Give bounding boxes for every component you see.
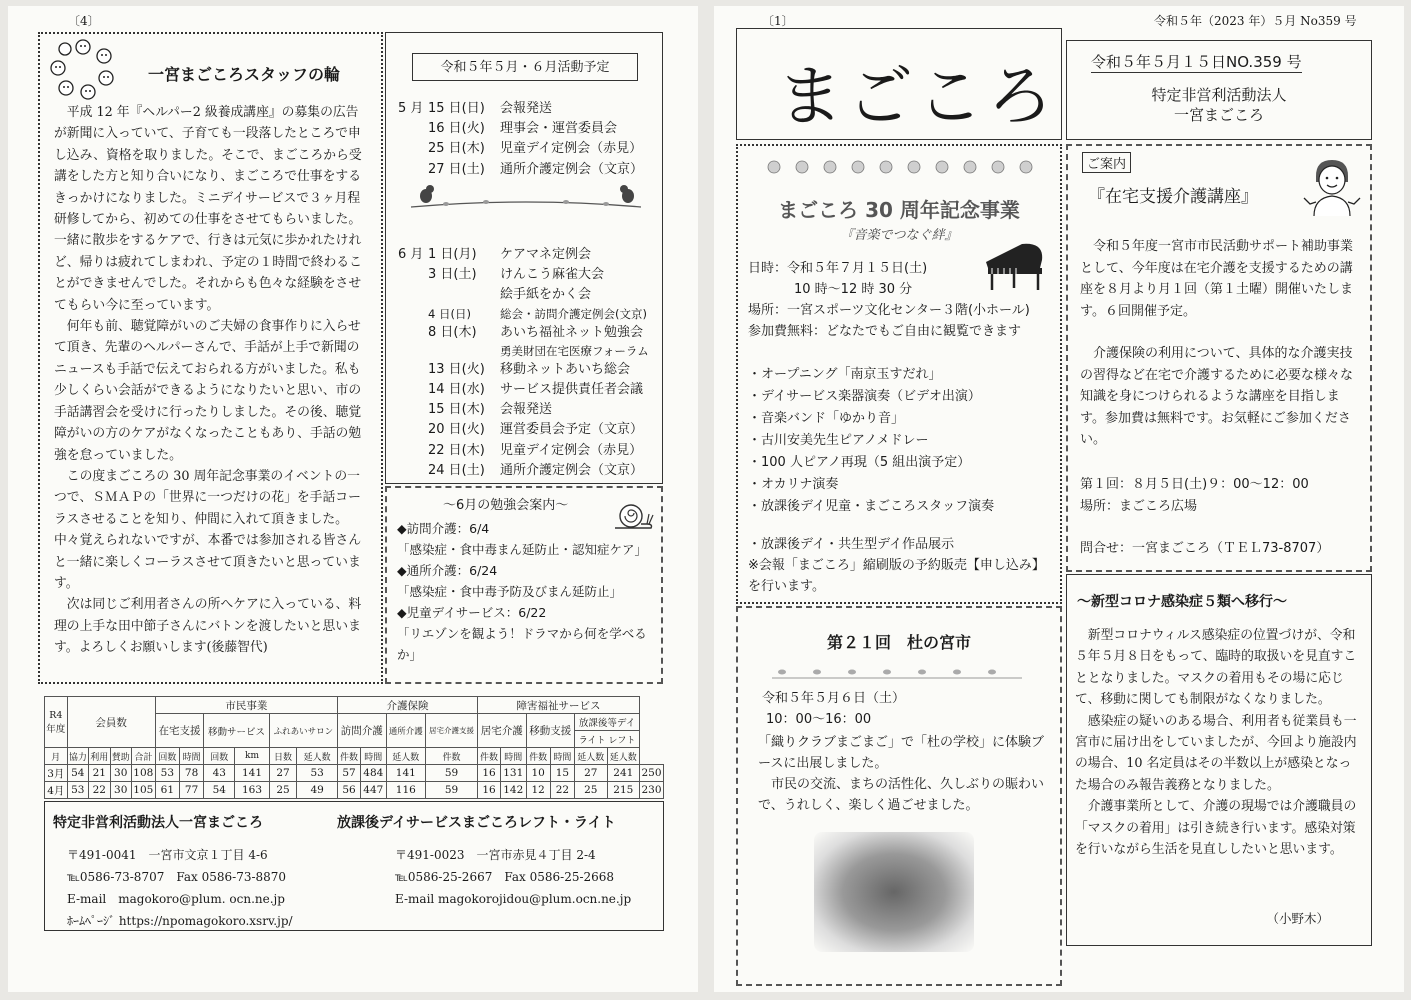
market-box xyxy=(736,606,1062,986)
stats-subheader-cell: 回数 xyxy=(204,748,235,765)
table-cell: 54 xyxy=(67,765,88,782)
event-place: 場所：一宮スポーツ文化センター３階(小ホール) xyxy=(748,303,1030,318)
study-item-head: ◆通所介護：6/24 xyxy=(397,563,498,578)
event-program-list xyxy=(748,364,994,518)
stats-table-wrap xyxy=(44,696,664,799)
schedule-month: 6 月 xyxy=(398,247,424,262)
schedule-event: 通所介護定例会（文京） xyxy=(500,161,644,177)
study-title: ～6月の勉強会案内～ xyxy=(443,498,569,513)
market-time: 10：00～16：00 xyxy=(766,712,872,727)
schedule-event: あいち福祉ネット勉強会 xyxy=(500,324,644,340)
program-item: ・オープニング「南京玉すだれ」 xyxy=(748,367,942,382)
essay-paragraph: 次は同じご利用者さんの所へケアに入っている、料理の上手な田中節子さんにバトンを渡したいと思います。よろしくお願いします(後藤智代) xyxy=(54,597,362,656)
stats-subheader-cell: 延人数 xyxy=(297,748,338,765)
table-cell: 16 xyxy=(477,765,500,782)
table-cell: 53 xyxy=(155,765,179,782)
footer-contact-2 xyxy=(395,844,631,910)
program-item: ・古川安美先生ピアノメドレー xyxy=(748,433,929,448)
anniversary-details xyxy=(748,258,1030,342)
schedule-event: 児童デイ定例会（赤見） xyxy=(500,442,643,458)
stats-light-left-header: ライト レフト xyxy=(575,731,640,748)
table-cell: 215 xyxy=(607,782,640,799)
stats-after-school-header: 放課後等デイ xyxy=(575,714,640,731)
program-item: ・音楽バンド「ゆかり音」 xyxy=(748,411,905,426)
footer-email: E-mail magokorojidou@plum.ocn.ne.jp xyxy=(395,892,632,906)
issue-date: 令和５年５月１５日NO.359 号 xyxy=(1091,53,1302,71)
stats-subheader-cell: 件数 xyxy=(338,748,361,765)
table-cell: 108 xyxy=(131,765,155,782)
essay-paragraph: この度まごころの 30 周年記念事業のイベントの一つで、ＳＭＡＰの「世界に一つだけの花」を手話コーラスさせることを知り、仲間に入れて頂きました。中々覚えられないですが、本番では参加される皆さんと一緒に楽しくコーラスさせて頂きたいと思っています。 xyxy=(54,468,362,591)
market-title: 第２１回 杜の宮市 xyxy=(826,633,971,652)
footer-org1: 特定非営利活動法人一宮まごころ xyxy=(53,815,263,831)
table-cell: 53 xyxy=(67,782,88,799)
study-item-head: ◆児童デイサービス：6/22 xyxy=(397,605,547,620)
anniversary-event-box xyxy=(736,144,1062,604)
course-paragraph: 令和５年度一宮市市民活動サポート補助事業として、今年度は在宅介護を支援するための講座を８月より月１回（第１土曜）開催いたします。６回開催予定。 xyxy=(1080,239,1354,319)
stats-members-header: 会員数 xyxy=(67,697,155,748)
table-cell: 142 xyxy=(501,782,527,799)
schedule-item xyxy=(398,343,649,360)
schedule-item xyxy=(398,139,643,159)
footer-email: E-mail magokoro@plum. ocn.ne.jp xyxy=(67,892,285,906)
stats-salon-header: ふれあいサロン xyxy=(269,714,337,748)
table-cell: 141 xyxy=(235,765,269,782)
table-cell: 105 xyxy=(131,782,155,799)
schedule-date: 27 日(土) xyxy=(428,161,485,177)
schedule-date: 1 日(月) xyxy=(428,247,477,262)
program-item: ・デイサービス楽器演奏（ビデオ出演） xyxy=(748,389,981,404)
schedule-event: ケアマネ定例会 xyxy=(500,247,592,262)
schedule-item xyxy=(398,99,643,119)
schedule-event: サービス提供責任者会議 xyxy=(500,382,644,398)
schedule-event: 理事会・運営委員会 xyxy=(500,121,618,137)
schedule-item xyxy=(398,461,649,481)
stats-subheader-cell: 延人数 xyxy=(575,748,608,765)
study-item-head: ◆訪問介護：6/4 xyxy=(397,521,490,536)
stats-move-support-header: 移動支援 xyxy=(526,714,575,748)
table-cell: 241 xyxy=(607,765,640,782)
course-place: 場所：まごころ広場 xyxy=(1080,498,1198,514)
footer-org2: 放課後デイサービスまごころレフト・ライト xyxy=(337,815,616,831)
stats-subheader-cell: 賛助 xyxy=(110,748,131,765)
page-1 xyxy=(714,6,1404,992)
stats-civic-header: 市民事業 xyxy=(155,697,337,714)
schedule-item xyxy=(398,285,649,305)
table-cell: 78 xyxy=(179,765,203,782)
stats-subheader-cell: 日数 xyxy=(269,748,297,765)
course-box xyxy=(1066,144,1372,572)
event-fee: 参加費無料：どなたでもご自由に観覧できます xyxy=(748,324,1022,339)
table-cell: 43 xyxy=(204,765,235,782)
table-cell: 59 xyxy=(426,765,478,782)
schedule-item xyxy=(398,245,649,265)
stats-subheader-cell: 件数 xyxy=(477,748,500,765)
stats-subheader-cell: 利用 xyxy=(89,748,110,765)
footer-address: 〒491-0023 一宮市赤見４丁目 2-4 xyxy=(395,848,596,862)
schedule-title: 令和５年５月・６月活動予定 xyxy=(412,53,638,81)
schedule-item xyxy=(398,400,649,420)
footer-contact-1 xyxy=(67,844,293,932)
table-cell: 141 xyxy=(386,765,426,782)
stats-subheader-cell: 月 xyxy=(45,748,68,765)
corona-paragraph: 感染症の疑いのある場合、利用者も従業員も一宮市に届け出をしていましたが、今回より施設内の場合、10 名定員はその半数以上が感染となった場合のみ報告義務となりました。 xyxy=(1075,713,1357,793)
course-body xyxy=(1080,236,1364,451)
contact-footer xyxy=(44,801,664,931)
stats-disability-header: 障害福祉サービス xyxy=(477,697,639,714)
table-row xyxy=(45,765,664,782)
schedule-date: 25 日(木) xyxy=(428,141,485,157)
masthead-title: まごころ xyxy=(777,58,1057,135)
stats-subheader-cell: 延人数 xyxy=(386,748,426,765)
schedule-item xyxy=(398,420,649,440)
course-tag: ご案内 xyxy=(1082,152,1131,173)
schedule-item xyxy=(398,380,649,400)
schedule-item xyxy=(398,306,649,323)
market-datetime xyxy=(762,688,905,730)
corona-title: ～新型コロナ感染症５類へ移行～ xyxy=(1077,594,1287,610)
schedule-event: 移動ネットあいち総会 xyxy=(500,361,631,377)
corona-author: （小野木） xyxy=(1266,911,1329,926)
schedule-event: 絵手紙をかく会 xyxy=(500,287,592,303)
program-item: ・オカリナ演奏 xyxy=(748,477,839,492)
schedule-june-list xyxy=(398,245,649,481)
schedule-event: 総会・訪問介護定例会(文京) xyxy=(500,306,647,321)
table-cell: 21 xyxy=(89,765,110,782)
schedule-date: 4 日(日) xyxy=(428,306,471,321)
table-cell: 77 xyxy=(179,782,203,799)
footer-address: 〒491-0041 一宮市文京１丁目 4-6 xyxy=(67,848,268,862)
market-body xyxy=(758,732,1050,816)
table-cell: 116 xyxy=(386,782,426,799)
table-cell: 27 xyxy=(575,765,608,782)
schedule-event: 児童デイ定例会（赤見） xyxy=(500,141,643,157)
stats-subheader-cell: 時間 xyxy=(501,748,527,765)
schedule-date: 16 日(火) xyxy=(428,121,485,137)
schedule-date: 20 日(火) xyxy=(428,422,485,438)
staff-essay-title: 一宮まごころスタッフの輪 xyxy=(148,65,341,84)
table-cell: 12 xyxy=(526,782,550,799)
corona-paragraph: 新型コロナウィルス感染症の位置づけが、令和５年５月８日をもって、臨時的取扱いを見直すこととなりました。マスクの着用もその場に応じて、移動に関しても制限がなくなりました。 xyxy=(1075,628,1357,708)
issue-box xyxy=(1066,40,1372,140)
table-cell: 447 xyxy=(361,782,387,799)
schedule-date: 15 日(木) xyxy=(428,402,485,418)
schedule-event: 会報発送 xyxy=(500,101,553,116)
stats-subheader-cell: 時間 xyxy=(361,748,387,765)
issue-org-line2: 一宮まごころ xyxy=(1173,106,1264,124)
corona-box xyxy=(1066,574,1372,946)
footer-tel: ℡0586-73-8707 Fax 0586-73-8870 xyxy=(67,870,287,884)
stats-subheader-cell: 合計 xyxy=(131,748,155,765)
market-paragraph: 「織りクラブまごまご」で「杜の学校」に体験ブースに出展しました。 xyxy=(758,735,1045,771)
schedule-item xyxy=(398,323,649,343)
table-cell: 230 xyxy=(640,782,664,799)
table-cell: 22 xyxy=(89,782,110,799)
schedule-event: けんこう麻雀大会 xyxy=(500,267,605,283)
table-cell: 53 xyxy=(297,765,338,782)
course-first-session: 第１回：８月５日(土)９：00～12：00 xyxy=(1080,477,1309,492)
schedule-event: 通所介護定例会（文京） xyxy=(500,462,644,478)
stats-home-support-header: 在宅支援 xyxy=(155,714,204,748)
study-box xyxy=(385,486,663,684)
table-cell: 30 xyxy=(110,765,131,782)
study-item-body: 「感染症・食中毒まん延防止・認知症ケア」 xyxy=(397,542,648,557)
schedule-event: 会報発送 xyxy=(500,402,553,418)
schedule-date: 14 日(水) xyxy=(428,382,485,398)
table-cell: 3月 xyxy=(45,765,68,782)
table-cell: 250 xyxy=(640,765,664,782)
market-date: 令和５年５月６日（土） xyxy=(762,691,906,706)
course-paragraph: 介護保険の利用について、具体的な介護実技の習得など在宅で介護するために必要な様々な知識を身につけられるような講座を目指します。参加費は無料です。お気軽にご参加ください。 xyxy=(1080,346,1354,447)
schedule-item xyxy=(398,360,649,380)
study-list xyxy=(397,518,655,665)
issue-org-line1: 特定非営利活動法人 xyxy=(1151,86,1287,104)
issue-header: 令和５年（2023 年）５月 No359 号 xyxy=(1154,14,1357,28)
masthead-box xyxy=(736,28,1062,140)
table-cell: 25 xyxy=(269,782,297,799)
study-item-body: 「感染症・食中毒予防及びまん延防止」 xyxy=(397,584,623,599)
stats-subheader-cell: 時間 xyxy=(550,748,574,765)
stats-subheader-cell: 件数 xyxy=(526,748,550,765)
course-contact: 問合せ：一宮まごころ（ＴＥＬ73-8707） xyxy=(1080,541,1330,556)
schedule-date: 3 日(土) xyxy=(428,267,477,283)
sprout-garland-icon xyxy=(772,660,1022,686)
schedule-item xyxy=(398,265,649,285)
birds-on-branch-icon xyxy=(406,183,646,219)
essay-paragraph: 平成 12 年『ヘルパー2 級養成講座』の募集の広告が新聞に入っていて、子育ても一段落したところで申し込み、資格を取りました。そこで、まごころから受講をした方と知り合いになり、まごころで仕事をするきっかけになりました。ミニデイサービスで３ヶ月程研修してから、初めての仕事をさせてもらいました。一緒に散歩をするケアで、行きは元気に歩かれたけれど、帰りは疲れてしまわれ、予定の１時間で終わることができませんでした。それからも色々な経験をさせてもらい今に至っています。 xyxy=(54,105,362,313)
table-cell: 54 xyxy=(204,782,235,799)
staff-circle-icon xyxy=(48,38,118,104)
rose-garland-icon xyxy=(762,154,1042,184)
table-cell: 484 xyxy=(361,765,387,782)
schedule-event: 勇美財団在宅医療フォーラム xyxy=(500,343,649,358)
table-cell: 4月 xyxy=(45,782,68,799)
stats-year: R4 xyxy=(49,709,63,721)
schedule-date: 15 日(日) xyxy=(428,101,485,116)
schedule-date: 24 日(土) xyxy=(428,462,485,478)
table-cell: 57 xyxy=(338,765,361,782)
stats-day-care-header: 通所介護 xyxy=(386,714,426,748)
table-cell: 22 xyxy=(550,782,574,799)
caregiver-icon xyxy=(1300,156,1364,222)
stats-home-support2-header: 居宅介護支援 xyxy=(426,714,478,748)
corona-paragraph: 介護事業所として、介護の現場では介護職員の「マスクの着用」は引き続き行います。感染対策を行いながら生活を見直ししたいと思います。 xyxy=(1075,799,1357,858)
stats-subheader-cell: 延人数 xyxy=(607,748,640,765)
schedule-month: 5 月 xyxy=(398,101,424,116)
course-info xyxy=(1080,474,1329,560)
table-cell: 10 xyxy=(526,765,550,782)
stats-subheader-cell: 件数 xyxy=(426,748,478,765)
schedule-event: 運営委員会予定（文京） xyxy=(500,422,644,438)
schedule-date: 22 日(木) xyxy=(428,442,485,458)
staff-essay-box xyxy=(38,32,383,684)
table-cell: 56 xyxy=(338,782,361,799)
market-photo xyxy=(814,832,974,952)
page-number: 〔1〕 xyxy=(762,14,794,28)
event-note: ※会報「まごころ」縮刷版の予約販売【申し込み】を行います。 xyxy=(748,558,1045,594)
stats-mobility-header: 移動サービス xyxy=(204,714,269,748)
essay-paragraph: 何年も前、聴覚障がいのご夫婦の食事作りに入らせて頂き、先輩のヘルパーさんで、手話が上手で新聞のニュースも手話で伝えておられる方がいました。私も少しくらい会話ができるようになりたいと思い、市の手話講習会を受けに行ったりしました。その後、聴覚障がいの方のケアがなくなったこともあり、手話の勉強を怠っていました。 xyxy=(54,319,362,463)
program-item: ・100 人ピアノ再現（5 組出演予定） xyxy=(748,455,971,470)
program-item: ・放課後デイ児童・まごころスタッフ演奏 xyxy=(748,499,995,514)
footer-tel: ℡0586-25-2667 Fax 0586-25-2668 xyxy=(395,870,615,884)
table-cell: 61 xyxy=(155,782,179,799)
event-extra: ・放課後デイ・共生型デイ作品展示 xyxy=(748,537,955,552)
table-row xyxy=(45,782,664,799)
schedule-may-list xyxy=(398,99,643,180)
stats-subheader-cell: 協力 xyxy=(67,748,88,765)
table-cell: 131 xyxy=(501,765,527,782)
stats-subheader-cell: 時間 xyxy=(179,748,203,765)
study-item-body: 「リエゾンを観よう！ドラマから何を学べるか」 xyxy=(397,626,647,662)
table-cell: 49 xyxy=(297,782,338,799)
anniversary-subtitle: 『音楽でつなぐ絆』 xyxy=(840,228,958,243)
anniversary-title: まごころ 30 周年記念事業 xyxy=(778,198,1020,222)
table-cell: 30 xyxy=(110,782,131,799)
schedule-item xyxy=(398,160,643,180)
stats-year-label: 年度 xyxy=(46,723,66,735)
schedule-box xyxy=(385,32,663,484)
stats-subheader-cell: km xyxy=(235,748,269,765)
schedule-item xyxy=(398,119,643,139)
stats-care-insurance-header: 介護保険 xyxy=(338,697,478,714)
page-number: 〔4〕 xyxy=(68,14,100,28)
stats-year-cell xyxy=(45,697,68,748)
event-time: 10 時～12 時 30 分 xyxy=(794,282,913,297)
course-title: 『在宅支援介護講座』 xyxy=(1088,187,1258,207)
event-date: 日時：令和５年７月１５日(土) xyxy=(748,261,928,276)
footer-website: ﾎｰﾑﾍﾟｰｼﾞ https://npomagokoro.xsrv.jp/ xyxy=(67,914,293,928)
issue-org xyxy=(1067,85,1371,125)
table-cell: 163 xyxy=(235,782,269,799)
page-4 xyxy=(8,6,698,992)
schedule-date: 8 日(木) xyxy=(428,324,477,340)
staff-essay-body xyxy=(54,102,370,659)
stats-subheader-row xyxy=(45,748,664,765)
table-cell: 59 xyxy=(426,782,478,799)
table-cell: 15 xyxy=(550,765,574,782)
table-cell: 25 xyxy=(575,782,608,799)
event-notes xyxy=(748,534,1054,597)
stats-home-care-header: 居宅介護 xyxy=(477,714,526,748)
stats-subheader-cell: 回数 xyxy=(155,748,179,765)
stats-visit-care-header: 訪問介護 xyxy=(338,714,387,748)
table-cell: 16 xyxy=(477,782,500,799)
market-paragraph: 市民の交流、まちの活性化、久しぶりの賑わいで、うれしく、楽しく過ごせました。 xyxy=(758,777,1045,813)
table-cell: 27 xyxy=(269,765,297,782)
schedule-item xyxy=(398,441,649,461)
corona-body xyxy=(1075,625,1363,860)
schedule-date: 13 日(火) xyxy=(428,361,485,377)
stats-table xyxy=(44,696,664,799)
